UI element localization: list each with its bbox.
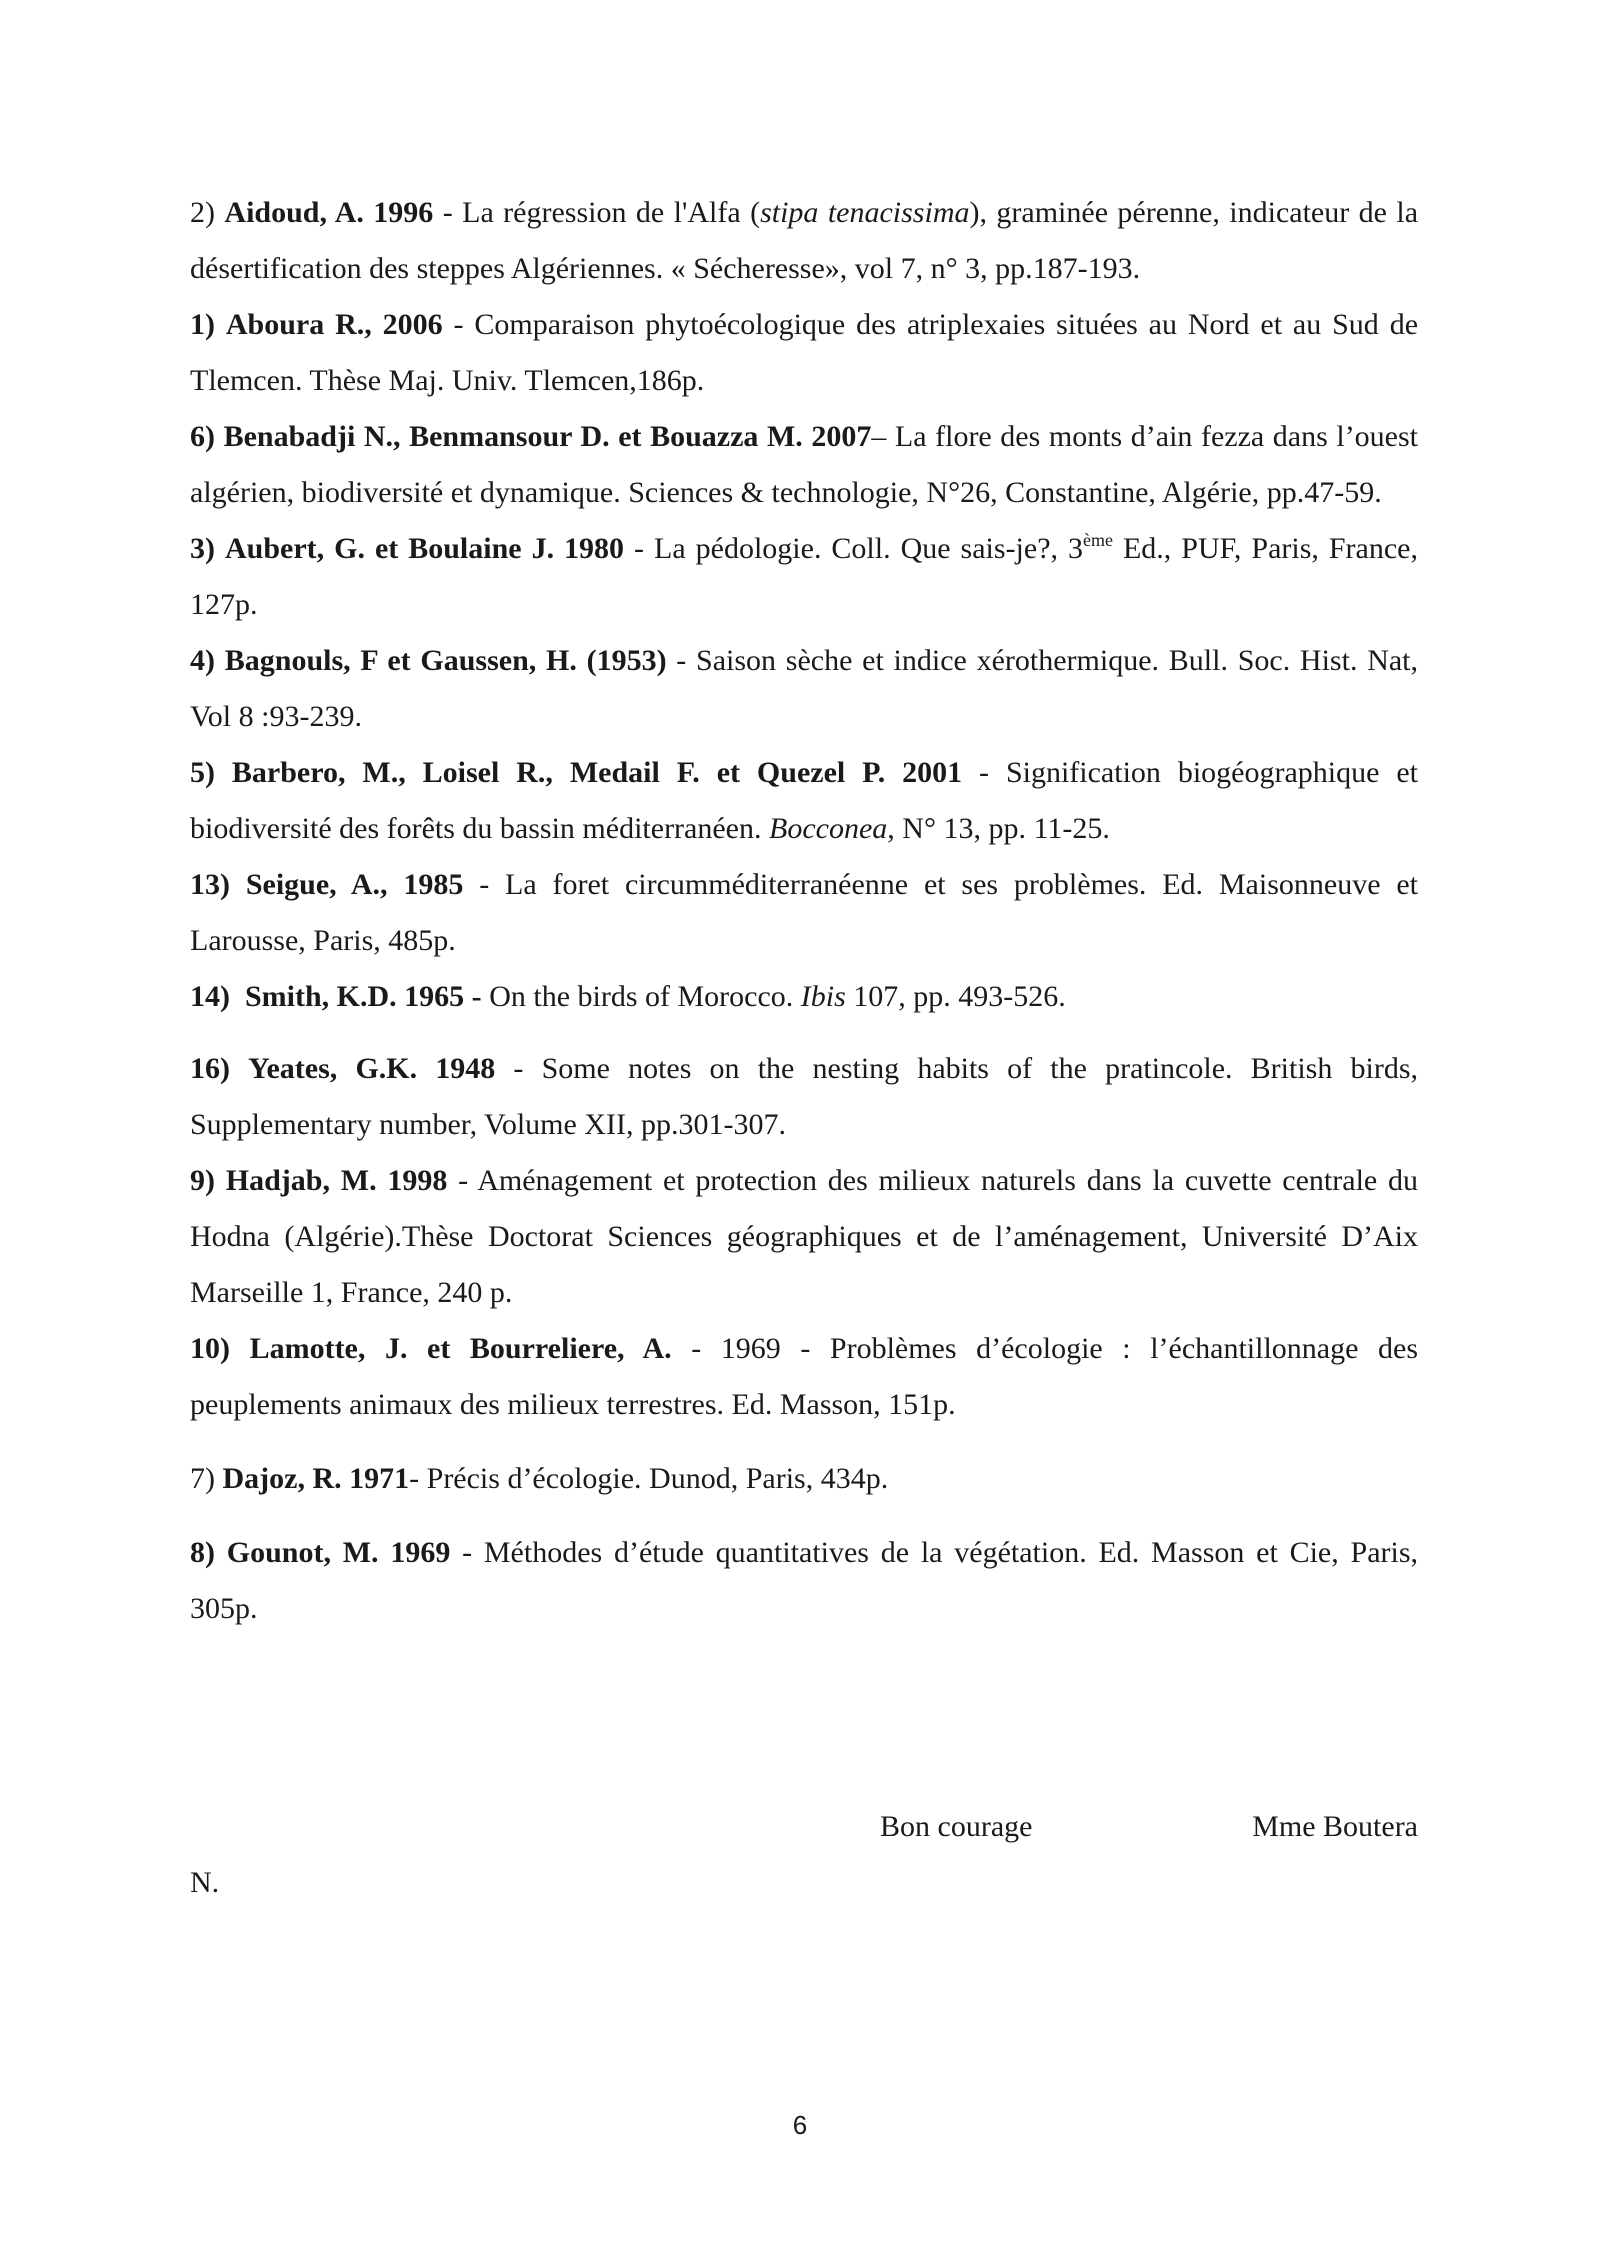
reference-item [190,745,1418,857]
reference-number: 3) [190,532,215,565]
reference-list [190,185,1418,1637]
reference-number: 5) [190,756,215,789]
reference-item [190,409,1418,521]
reference-authors: Benabadji N., Benmansour D. et Bouazza M. 2007 [223,420,872,453]
reference-item [190,1041,1418,1153]
reference-text: 107, pp. 493-526. [845,980,1066,1013]
reference-italic: Bocconea [769,812,888,845]
reference-item [190,1451,1418,1507]
reference-text: ), graminée pérenne, indicateur de la désertification des steppes Algériennes. « Sécheresse», vol 7, n° 3, pp.187-193. [190,196,1419,285]
signature: Mme Boutera [1252,1810,1418,1843]
reference-text: - Comparaison phytoécologique des atriplexaies situées au Nord et au Sud de Tlemcen. Thèse Maj. Univ. Tlemcen,186p. [190,308,1419,397]
reference-item [190,185,1418,297]
reference-item [190,1525,1418,1637]
reference-italic: stipa tenacissima [760,196,970,229]
reference-item [190,857,1418,969]
reference-text: - Aménagement et protection des milieux naturels dans la cuvette centrale du Hodna (Algérie).Thèse Doctorat Sciences géographiques et de l’aménagement, Université D’Aix Marseille 1, France, 240 p. [190,1164,1418,1309]
reference-authors: Barbero, M., Loisel R., Medail F. et Quezel P. 2001 [231,756,963,789]
reference-text: Ed., PUF, Paris, France, 127p. [190,532,1418,621]
reference-number: 9) [190,1164,215,1197]
reference-number: 6) [190,420,215,453]
reference-number: 8) [190,1536,215,1569]
reference-authors: Aboura R., 2006 [225,308,443,341]
reference-authors: Smith, K.D. 1965 - [245,980,482,1013]
reference-authors: Yeates, G.K. 1948 [248,1052,496,1085]
reference-text: - La pédologie. Coll. Que sais-je?, 3 [624,532,1083,565]
reference-number: 10) [190,1332,230,1365]
reference-superscript: ème [1083,530,1113,550]
closing-text: Bon courage [880,1810,1033,1843]
reference-number: 1) [190,308,215,341]
reference-item [190,1321,1418,1433]
reference-text: - Some notes on the nesting habits of the pratincole. British birds, Supplementary number, Volume XII, pp.301-307. [190,1052,1419,1141]
reference-italic: Ibis [800,980,846,1013]
reference-authors: Gounot, M. 1969 [226,1536,451,1569]
reference-item [190,969,1418,1025]
reference-authors: Dajoz, R. 1971 [222,1462,410,1495]
reference-authors: Hadjab, M. 1998 [225,1164,448,1197]
reference-authors: Bagnouls, F et Gaussen, H. (1953) [224,644,667,677]
reference-item [190,633,1418,745]
reference-number: 16) [190,1052,230,1085]
reference-text: - La foret circumméditerranéenne et ses problèmes. Ed. Maisonneuve et Larousse, Paris, 485p. [190,868,1418,957]
reference-text: - 1969 - Problèmes d’écologie : l’échantillonnage des peuplements animaux des milieux terrestres. Ed. Masson, 151p. [190,1332,1418,1421]
signature-continuation: N. [190,1866,220,1899]
reference-authors: Aubert, G. et Boulaine J. 1980 [224,532,625,565]
page-number: 6 [792,2110,808,2140]
reference-authors: Aidoud, A. 1996 [224,196,434,229]
reference-text: - La régression de l'Alfa ( [433,196,761,229]
reference-number: 13) [190,868,230,901]
reference-number: 4) [190,644,215,677]
reference-text: On the birds of Morocco. [481,980,801,1013]
reference-item [190,521,1418,633]
reference-number: 14) [190,980,230,1013]
reference-item [190,1153,1418,1321]
reference-text: - Méthodes d’étude quantitatives de la végétation. Ed. Masson et Cie, Paris, 305p. [190,1536,1419,1625]
reference-text: - Précis d’écologie. Dunod, Paris, 434p. [409,1462,889,1495]
reference-text: – La flore des monts d’ain fezza dans l’ouest algérien, biodiversité et dynamique. Sciences & technologie, N°26, Constantine, Algérie, pp.47-59. [190,420,1419,509]
reference-number: 7) [190,1462,215,1495]
reference-item [190,297,1418,409]
reference-authors: Seigue, A., 1985 [245,868,464,901]
reference-text: - Signification biogéographique et biodiversité des forêts du bassin méditerranéen. [190,756,1419,845]
reference-text: , N° 13, pp. 11-25. [887,812,1110,845]
reference-number: 2) [190,196,215,229]
reference-authors: Lamotte, J. et Bourreliere, A. [249,1332,672,1365]
reference-text: - Saison sèche et indice xérothermique. Bull. Soc. Hist. Nat, Vol 8 :93-239. [190,644,1419,733]
